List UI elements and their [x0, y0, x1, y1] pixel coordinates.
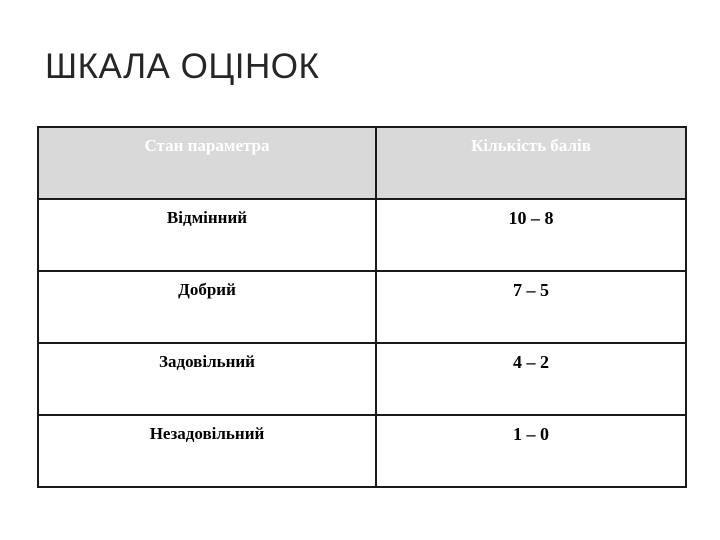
header-state: Стан параметра — [38, 127, 376, 199]
state-cell: Добрий — [38, 271, 376, 343]
state-cell: Задовільний — [38, 343, 376, 415]
points-cell: 1 – 0 — [376, 415, 686, 487]
slide-title: ШКАЛА ОЦІНОК — [45, 47, 320, 86]
points-cell: 10 – 8 — [376, 199, 686, 271]
table-row — [38, 343, 686, 415]
table-row — [38, 271, 686, 343]
points-cell: 7 – 5 — [376, 271, 686, 343]
header-points: Кількість балів — [376, 127, 686, 199]
state-cell: Відмінний — [38, 199, 376, 271]
table-row — [38, 199, 686, 271]
table-row — [38, 415, 686, 487]
state-cell: Незадовільний — [38, 415, 376, 487]
table-header-row — [38, 127, 686, 199]
score-table — [37, 126, 687, 488]
points-cell: 4 – 2 — [376, 343, 686, 415]
